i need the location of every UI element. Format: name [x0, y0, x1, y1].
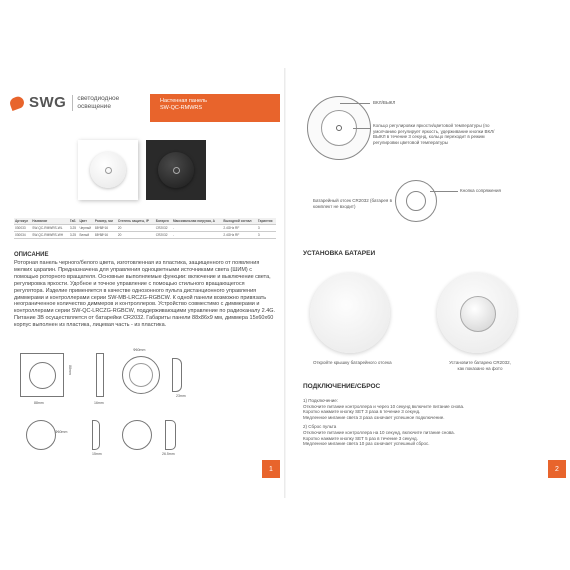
col-header: Цвет — [78, 218, 93, 225]
install-caption-2 — [435, 360, 525, 371]
table-cell: 20 — [117, 232, 155, 239]
brand-sub-line1: светодиодное — [77, 94, 120, 102]
step1-line2: Коротко нажмите кнопку SET 3 раза в течение 3 секунд. — [303, 409, 421, 415]
battery-label: Батарейный отсек CR2032 (батарея в комплект не входит) — [313, 198, 392, 209]
cover-side-drawing — [92, 420, 100, 450]
product-title-line1: Настенная панель — [160, 98, 207, 104]
page-number-2: 2 — [548, 460, 566, 478]
knob-side-drawing — [165, 420, 176, 450]
black-panel-photo — [146, 140, 206, 200]
table-cell: SW-QC-RMWRS-WH — [31, 232, 69, 239]
white-panel-photo — [78, 140, 138, 200]
col-header: Гарантия — [257, 218, 276, 225]
step1-line3: Медленное мигание света 3 раза означает успешное подключение. — [303, 414, 445, 420]
table-cell: SW-QC-RMWRS-WL — [31, 225, 69, 232]
table-cell: 3 — [257, 225, 276, 232]
product-title-line2: SW-QC-RMWRS — [160, 105, 203, 111]
brand-sub-line2: освещение — [77, 102, 111, 110]
col-header: Размер, мм — [94, 218, 117, 225]
install-heading: УСТАНОВКА БАТАРЕИ — [303, 250, 376, 257]
dim-depth: 16mm — [94, 401, 104, 405]
step2-title: 2) Сброс пульта — [303, 424, 337, 430]
product-title-box — [150, 94, 280, 122]
battery-cr2032-photo — [460, 296, 496, 332]
power-icon — [173, 167, 180, 174]
table-row — [14, 232, 276, 239]
table-cell: 88*88*16 — [94, 232, 117, 239]
step2-line3: Медленное мигание света 10 раз означает успешный сброс. — [303, 441, 430, 447]
ring-leader-line — [353, 128, 370, 129]
page-1 — [0, 68, 285, 498]
table-cell: 2.4GHz RF — [222, 225, 257, 232]
cover-front-drawing — [26, 420, 56, 450]
dim-cover-depth: 15mm — [92, 452, 102, 456]
table-cell: 3.25 — [69, 232, 79, 239]
dim-dimmer-depth: 23mm — [176, 394, 186, 398]
page-number-1: 1 — [262, 460, 280, 478]
table-row — [14, 225, 276, 232]
brand-name: SWG — [29, 94, 67, 111]
description-text: Роторная панель черного/белого цвета, изготовленная из пластика, защищенного от появления мелких царапин. Предназначена для управления одноцветными источниками света (ШИМ) с помощью роторного вращателя. Основные выполняемые функции: включение и выключение света, регулировка яркости. Удобное и точное управление с помощью стильного вращающегося регулятора. Изделие применяется в качестве однозонного пульта дистанционного управления диммерами и контроллерами серии SW-MB-LRCZG-RGBCW. К одной панели возможно привязать неограниченное количество диммеров и контроллеров. Устройство совместимо с диммерами и контроллерами серии SW-QC-LRCZG-RGBCW, поддерживающими управление по радиоканалу 2.4G. Питание 3В осуществляется от батарейки CR2032. Габариты панели 88х86х9 мм, диммера 15х60х60 корпус выполнен из пластика, лицевая часть - из пластика. — [14, 260, 276, 329]
page-fold — [284, 68, 286, 498]
pair-button-label: Кнопка сопряжения — [460, 188, 501, 193]
front-knob-outline — [29, 362, 56, 389]
description-heading: ОПИСАНИЕ — [14, 252, 49, 258]
table-cell: CR2032 — [155, 232, 172, 239]
table-cell: CR2032 — [155, 225, 172, 232]
table-cell: 030033 — [14, 225, 31, 232]
col-header: Батарея — [155, 218, 172, 225]
front-view-drawing — [20, 353, 64, 397]
power-icon — [105, 167, 112, 174]
install-caption-2-line1: Установите батарею CR2032, — [449, 360, 511, 365]
table-cell: 88*88*16 — [94, 225, 117, 232]
table-cell: 20 — [117, 225, 155, 232]
brand-subtitle — [72, 95, 119, 111]
dim-height: 88mm — [67, 365, 72, 375]
table-cell: 2.4GHz RF — [222, 232, 257, 239]
table-cell: Черный — [78, 225, 93, 232]
dim-knob-depth: 26.5mm — [162, 452, 175, 456]
step1-title: 1) Подключение: — [303, 398, 339, 403]
connect-heading: ПОДКЛЮЧЕНИЕ/СБРОС — [303, 383, 381, 390]
on-off-leader-line — [340, 103, 370, 104]
step2-line2: Коротко нажмите кнопку SET 5 раз в течение 3 секунд. — [303, 435, 418, 441]
dim-dimmer-diameter: Ф60mm — [133, 348, 146, 352]
battery-compartment — [406, 191, 426, 211]
power-icon — [336, 125, 342, 131]
ring-label: Кольцо регулировки яркости/цветовой температуры (по умолчанию регулирует яркость, удерживание кнопки ВКЛ/ВЫКЛ в течение 3 секунд, кольцо переходит в режим регулировки цветовой температуры — [373, 123, 495, 145]
brand-logo — [10, 94, 119, 111]
page-2 — [285, 68, 570, 498]
step1-line1: Отключите питание контроллера и через 10 секунд включите питание снова. — [303, 403, 465, 409]
install-photo-1 — [310, 273, 390, 353]
dimmer-inner-ring — [129, 363, 153, 387]
logo-mark-icon — [8, 94, 25, 110]
table-cell: - — [172, 232, 222, 239]
dim-width: 88mm — [34, 401, 44, 405]
table-cell: 3.25 — [69, 225, 79, 232]
pair-leader-line — [430, 191, 458, 192]
side-view-drawing — [96, 353, 104, 397]
col-header: Название — [31, 218, 69, 225]
knob-front-drawing — [122, 420, 152, 450]
col-header: Артикул — [14, 218, 31, 225]
table-cell: 030034 — [14, 232, 31, 239]
connect-steps — [303, 398, 553, 447]
dimmer-side-drawing — [172, 358, 182, 392]
install-caption-1: Откройте крышку батарейного отсека — [313, 360, 392, 365]
table-cell: Белый — [78, 232, 93, 239]
dim-cover-diameter: Ф60mm — [55, 430, 68, 434]
table-cell: 3 — [257, 232, 276, 239]
on-off-label: ВКЛ/ВЫКЛ — [373, 100, 396, 105]
col-header: Максимальная нагрузка, А — [172, 218, 222, 225]
table-cell: - — [172, 225, 222, 232]
spec-table — [14, 218, 276, 239]
step2-line1: Отключите питание контроллера на 10 секунд, включите питание снова. — [303, 429, 455, 435]
col-header: Габ. — [69, 218, 79, 225]
install-caption-2-line2: как показано на фото — [457, 365, 503, 371]
col-header: Выходной сигнал — [222, 218, 257, 225]
col-header: Степень защиты, IP — [117, 218, 155, 225]
